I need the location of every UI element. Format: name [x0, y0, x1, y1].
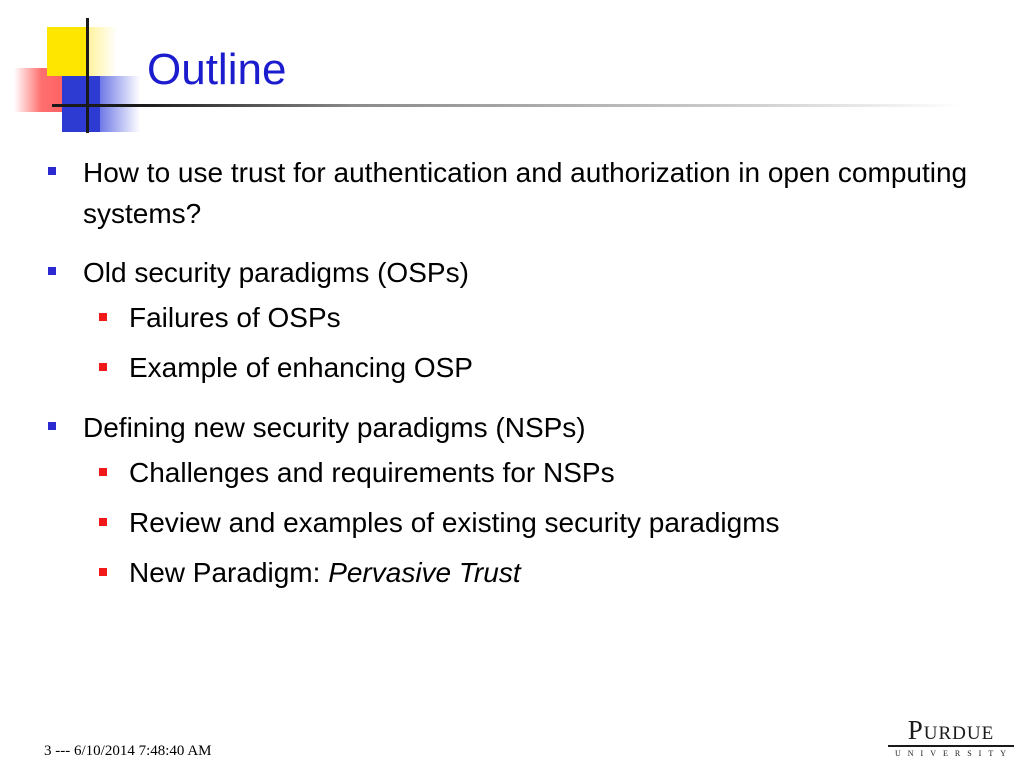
bullet-text: Defining new security paradigms (NSPs)	[83, 412, 586, 443]
bullet-item	[44, 152, 1009, 234]
logo-subtitle: UNIVERSITY	[895, 749, 1013, 758]
sub-bullet-text: Review and examples of existing security paradigms	[129, 507, 780, 538]
sub-bullet-item	[44, 448, 1009, 498]
square-bullet-icon	[99, 313, 107, 321]
decorative-yellow-fade	[89, 27, 117, 76]
square-bullet-icon	[48, 167, 56, 175]
logo-wordmark: Purdue	[907, 715, 995, 745]
logo-rule	[888, 745, 1014, 747]
square-bullet-icon	[48, 267, 56, 275]
slide-title: Outline	[147, 45, 287, 94]
sub-bullet-prefix: New Paradigm:	[129, 557, 329, 588]
square-bullet-icon	[48, 422, 56, 430]
decorative-vertical-line	[86, 18, 89, 133]
bullet-item	[44, 252, 1009, 293]
square-bullet-icon	[99, 568, 107, 576]
sub-bullet-item	[44, 548, 1009, 598]
decorative-yellow-square	[47, 27, 89, 76]
sub-bullet-item	[44, 343, 1009, 393]
purdue-logo	[888, 716, 1014, 760]
title-underline	[52, 104, 962, 107]
bullet-text: Old security paradigms (OSPs)	[83, 257, 469, 288]
slide-footer: 3 --- 6/10/2014 7:48:40 AM	[44, 743, 212, 759]
bullet-text: How to use trust for authentication and authorization in open computing systems?	[83, 157, 968, 229]
sub-bullet-text: Example of enhancing OSP	[129, 352, 473, 383]
square-bullet-icon	[99, 518, 107, 526]
sub-bullet-emphasis: Pervasive Trust	[328, 557, 521, 588]
bullet-list	[44, 152, 1009, 612]
square-bullet-icon	[99, 363, 107, 371]
bullet-item	[44, 407, 1009, 448]
sub-bullet-text: Failures of OSPs	[129, 302, 341, 333]
sub-bullet-item	[44, 293, 1009, 343]
sub-bullet-list	[44, 448, 1009, 598]
sub-bullet-text: Challenges and requirements for NSPs	[129, 457, 615, 488]
sub-bullet-list	[44, 293, 1009, 393]
sub-bullet-item	[44, 498, 1009, 548]
square-bullet-icon	[99, 468, 107, 476]
